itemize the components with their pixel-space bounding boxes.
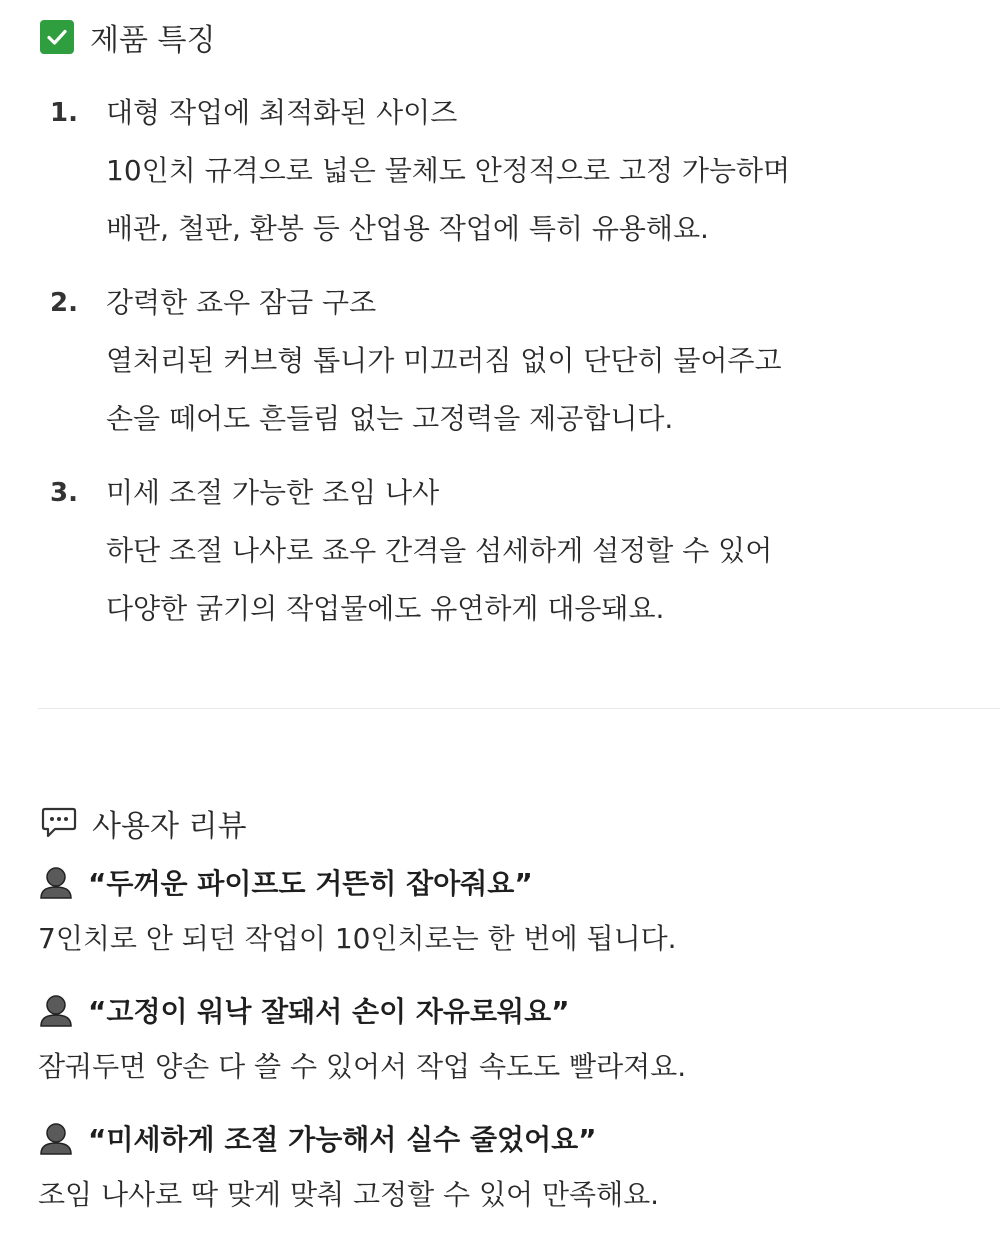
feature-number: 3. (50, 478, 78, 508)
section-divider (38, 708, 1000, 709)
features-title: 제품 특징 (90, 23, 216, 58)
feature-line: 10인치 규격으로 넓은 물체도 안정적으로 고정 가능하며 (106, 154, 791, 187)
reviews-title: 사용자 리뷰 (92, 809, 247, 844)
review-quote-row (38, 852, 988, 912)
speech-bubble-icon (40, 806, 78, 840)
check-icon (40, 20, 74, 54)
feature-heading: 미세 조절 가능한 조임 나사 (106, 476, 440, 509)
review-quote: “고정이 워낙 잘돼서 손이 자유로워요” (88, 995, 570, 1028)
feature-heading: 대형 작업에 최적화된 사이즈 (106, 96, 458, 129)
feature-body (106, 464, 772, 638)
review-quote-row (38, 1108, 988, 1168)
review-list (38, 852, 988, 1236)
feature-body (106, 274, 782, 448)
features-header (40, 14, 215, 60)
reviews-header (40, 800, 246, 846)
feature-line: 열처리된 커브형 톱니가 미끄러짐 없이 단단히 물어주고 (106, 344, 782, 377)
feature-line: 손을 떼어도 흔들림 없는 고정력을 제공합니다. (106, 402, 674, 435)
feature-item (50, 464, 980, 638)
feature-line: 하단 조절 나사로 죠우 간격을 섬세하게 설정할 수 있어 (106, 534, 773, 567)
feature-heading: 강력한 죠우 잠금 구조 (106, 286, 377, 319)
person-icon (38, 1120, 74, 1156)
feature-item (50, 84, 980, 258)
review-quote: “미세하게 조절 가능해서 실수 줄었어요” (88, 1123, 597, 1156)
feature-number: 1. (50, 98, 78, 128)
review-item (38, 980, 988, 1094)
review-quote: “두꺼운 파이프도 거뜬히 잡아줘요” (88, 867, 533, 900)
feature-list (50, 84, 980, 654)
feature-line: 배관, 철판, 환봉 등 산업용 작업에 특히 유용해요. (106, 212, 709, 245)
review-text: 7인치로 안 되던 작업이 10인치로는 한 번에 됩니다. (38, 922, 677, 955)
feature-line: 다양한 굵기의 작업물에도 유연하게 대응돼요. (106, 592, 665, 625)
review-text: 조임 나사로 딱 맞게 맞춰 고정할 수 있어 만족해요. (38, 1178, 660, 1211)
review-item (38, 852, 988, 966)
review-text: 잠궈두면 양손 다 쓸 수 있어서 작업 속도도 빨라져요. (38, 1050, 687, 1083)
review-quote-row (38, 980, 988, 1040)
feature-number: 2. (50, 288, 78, 318)
person-icon (38, 992, 74, 1028)
feature-item (50, 274, 980, 448)
feature-body (106, 84, 790, 258)
review-item (38, 1108, 988, 1222)
person-icon (38, 864, 74, 900)
